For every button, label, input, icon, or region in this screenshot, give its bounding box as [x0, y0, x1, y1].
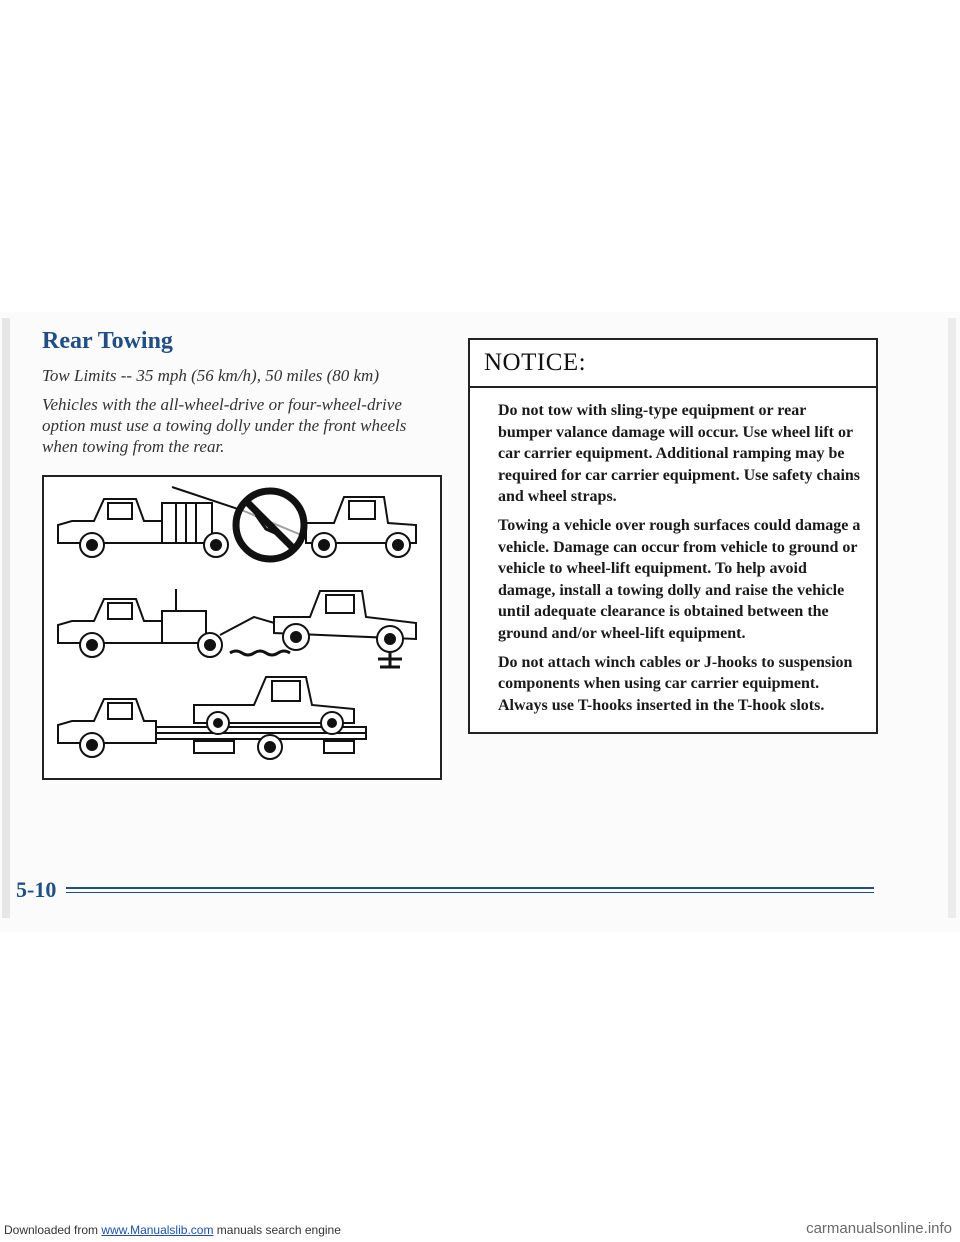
manualslib-link[interactable]: www.Manualslib.com: [101, 1223, 214, 1237]
footer-rule: [66, 887, 874, 893]
car-carrier-drawing: [58, 677, 366, 759]
right-margin-bar: [948, 318, 956, 918]
prohibited-sign-icon: [236, 491, 304, 559]
wheel-lift-tow-truck-drawing: [58, 589, 416, 667]
watermark: carmanualsonline.info: [806, 1220, 952, 1237]
left-margin-bar: [2, 318, 10, 918]
notice-title: NOTICE:: [484, 349, 587, 376]
notice-paragraph: Do not attach winch cables or J-hooks to suspension components when using car carrier equipment. Always use T-hooks inserted in the T-hook slots.: [498, 653, 853, 714]
notice-paragraph: Towing a vehicle over rough surfaces could damage a vehicle. Damage can occur from vehicle to ground or vehicle to wheel-lift equipment. To help avoid damage, install a towing dolly and raise the vehicle until adequate clearance is obtained between the ground and/or wheel-lift equipment.: [498, 516, 861, 642]
page-number: 5-10: [16, 877, 57, 902]
notice-box: [468, 338, 878, 734]
banner-suffix: manuals search engine: [216, 1223, 341, 1237]
notice-paragraph: Do not tow with sling-type equipment or rear bumper valance damage will occur. Use wheel lift or car carrier equipment. Additional ramping may be required for car carrier equipment. Use safety chains and wheel straps.: [498, 402, 861, 506]
towing-illustration: [42, 475, 442, 780]
notice-header: [470, 340, 876, 388]
download-banner: [4, 1223, 341, 1237]
banner-prefix: Downloaded from: [4, 1223, 99, 1237]
tow-limits-text: Tow Limits -- 35 mph (56 km/h), 50 miles (80 km): [42, 366, 379, 385]
notice-body: [470, 388, 876, 716]
awd-note-text: Vehicles with the all-wheel-drive or four-wheel-drive option must use a towing dolly under the front wheels when towing from the rear.: [42, 395, 407, 456]
section-title: Rear Towing: [42, 328, 173, 354]
